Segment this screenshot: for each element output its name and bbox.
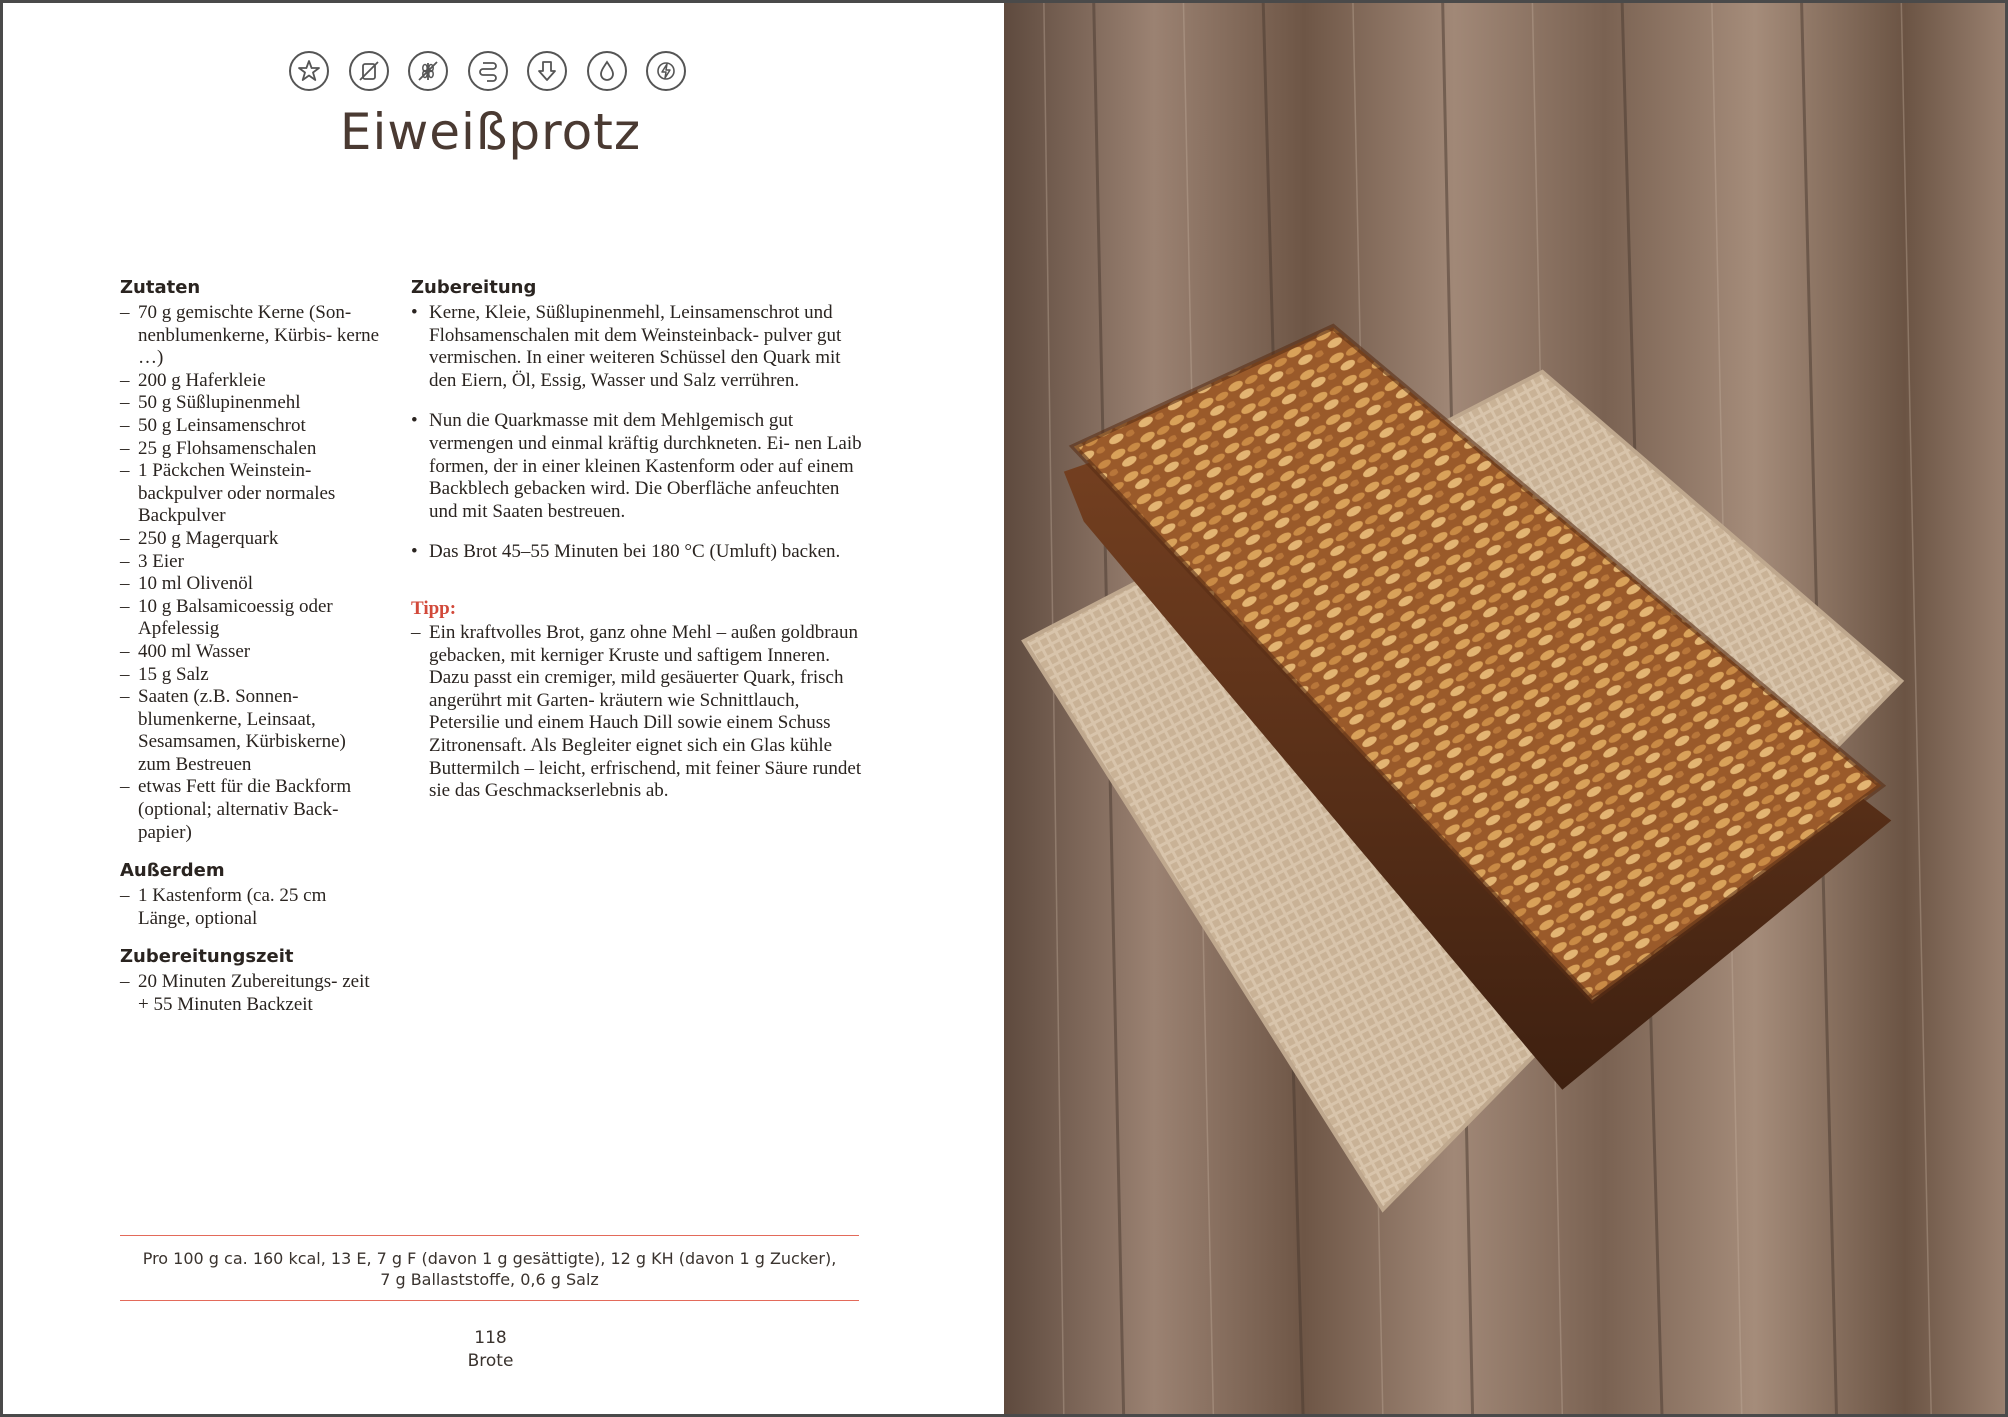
recipe-title: Eiweißprotz <box>339 103 642 161</box>
list-item: – 1 Päckchen Weinstein- backpulver oder normales Backpulver <box>120 460 382 528</box>
list-item: – 200 g Haferkleie <box>120 370 382 393</box>
ingredients-section <box>120 277 382 844</box>
preparation-column <box>411 277 871 803</box>
no-lactose-icon <box>349 51 389 91</box>
diet-icons-row <box>289 51 686 91</box>
preparation-steps <box>411 302 871 564</box>
list-item: – 10 ml Olivenöl <box>120 573 382 596</box>
ingredients-column <box>120 277 382 1033</box>
time-section <box>120 946 382 1016</box>
list-item: – Saaten (z.B. Sonnen- blumenkerne, Leinsaat, Sesamsamen, Kürbiskerne) zum Bestreuen <box>120 686 382 776</box>
list-item: – 250 g Magerquark <box>120 528 382 551</box>
preparation-heading: Zubereitung <box>411 277 537 298</box>
extras-section <box>120 860 382 930</box>
list-item: – 15 g Salz <box>120 664 382 687</box>
preparation-step: • Das Brot 45–55 Minuten bei 180 °C (Umluft) backen. <box>411 541 871 564</box>
list-item: – 10 g Balsamicoessig oder Apfelessig <box>120 596 382 641</box>
time-list <box>120 971 382 1016</box>
tip-text: – Ein kraftvolles Brot, ganz ohne Mehl – außen goldbraun gebacken, mit kerniger Kruste und saftigem Inneren. Dazu passt ein cremiger, mild gesäuerter Quark, frisch angerührt mit Garten- kräutern wie Schnittlauch, Petersilie und einem Hauch Dill sowie einem Schuss Zitronensaft. Als Begleiter eignet sich ein Glas kühle Buttermilch – leicht, erfrischend, mit feiner Säure rundet sie das Geschmackserlebnis ab. <box>411 622 871 803</box>
page-footer <box>3 1327 978 1373</box>
preparation-step: • Nun die Quarkmasse mit dem Mehlgemisch gut vermengen und einmal kräftig durchkneten. Ei- nen Laib formen, der in einer kleinen Kastenform oder auf einem Backblech gebacken wird. Die Oberfläche anfeuchten und mit Saaten bestreuen. <box>411 410 871 523</box>
list-item: – 20 Minuten Zubereitungs- zeit + 55 Minuten Backzeit <box>120 971 382 1016</box>
ingredients-list <box>120 302 382 844</box>
nutrition-line-2: 7 g Ballaststoffe, 0,6 g Salz <box>380 1270 599 1289</box>
list-item: – etwas Fett für die Backform (optional; alternativ Back- papier) <box>120 776 382 844</box>
list-item: – 50 g Süßlupinenmehl <box>120 392 382 415</box>
lightning-icon <box>646 51 686 91</box>
extras-heading: Außerdem <box>120 860 225 882</box>
photo-page <box>1004 0 2008 1417</box>
page-number: 118 <box>474 1328 507 1348</box>
tip-label: Tipp: <box>411 597 457 619</box>
list-item: – 70 g gemischte Kerne (Son- nenblumenkerne, Kürbis- kerne …) <box>120 302 382 370</box>
list-item: – 25 g Flohsamenschalen <box>120 438 382 461</box>
extras-list <box>120 885 382 930</box>
list-item: – 3 Eier <box>120 551 382 574</box>
time-heading: Zubereitungszeit <box>120 946 294 968</box>
no-gluten-icon <box>408 51 448 91</box>
section-name: Brote <box>467 1351 514 1371</box>
list-item: – 1 Kastenform (ca. 25 cm Länge, optional <box>120 885 382 930</box>
nutrition-info <box>120 1235 859 1301</box>
preparation-step: • Kerne, Kleie, Süßlupinenmehl, Leinsamenschrot und Flohsamenschalen mit dem Weinsteinback- pulver gut vermischen. In einer weiteren Schüssel den Quark mit den Eiern, Öl, Essig, Wasser und Salz verrühren. <box>411 302 871 392</box>
ingredients-heading: Zutaten <box>120 277 201 298</box>
list-item: – 400 ml Wasser <box>120 641 382 664</box>
list-item: – 50 g Leinsamenschrot <box>120 415 382 438</box>
intestine-icon <box>468 51 508 91</box>
arrow-down-icon <box>527 51 567 91</box>
tip-list <box>411 622 871 803</box>
nutrition-line-1: Pro 100 g ca. 160 kcal, 13 E, 7 g F (davon 1 g gesättigte), 12 g KH (davon 1 g Zucker), <box>142 1249 837 1268</box>
drop-icon <box>587 51 627 91</box>
bread-photo <box>1004 3 2005 1416</box>
star-icon <box>289 51 329 91</box>
